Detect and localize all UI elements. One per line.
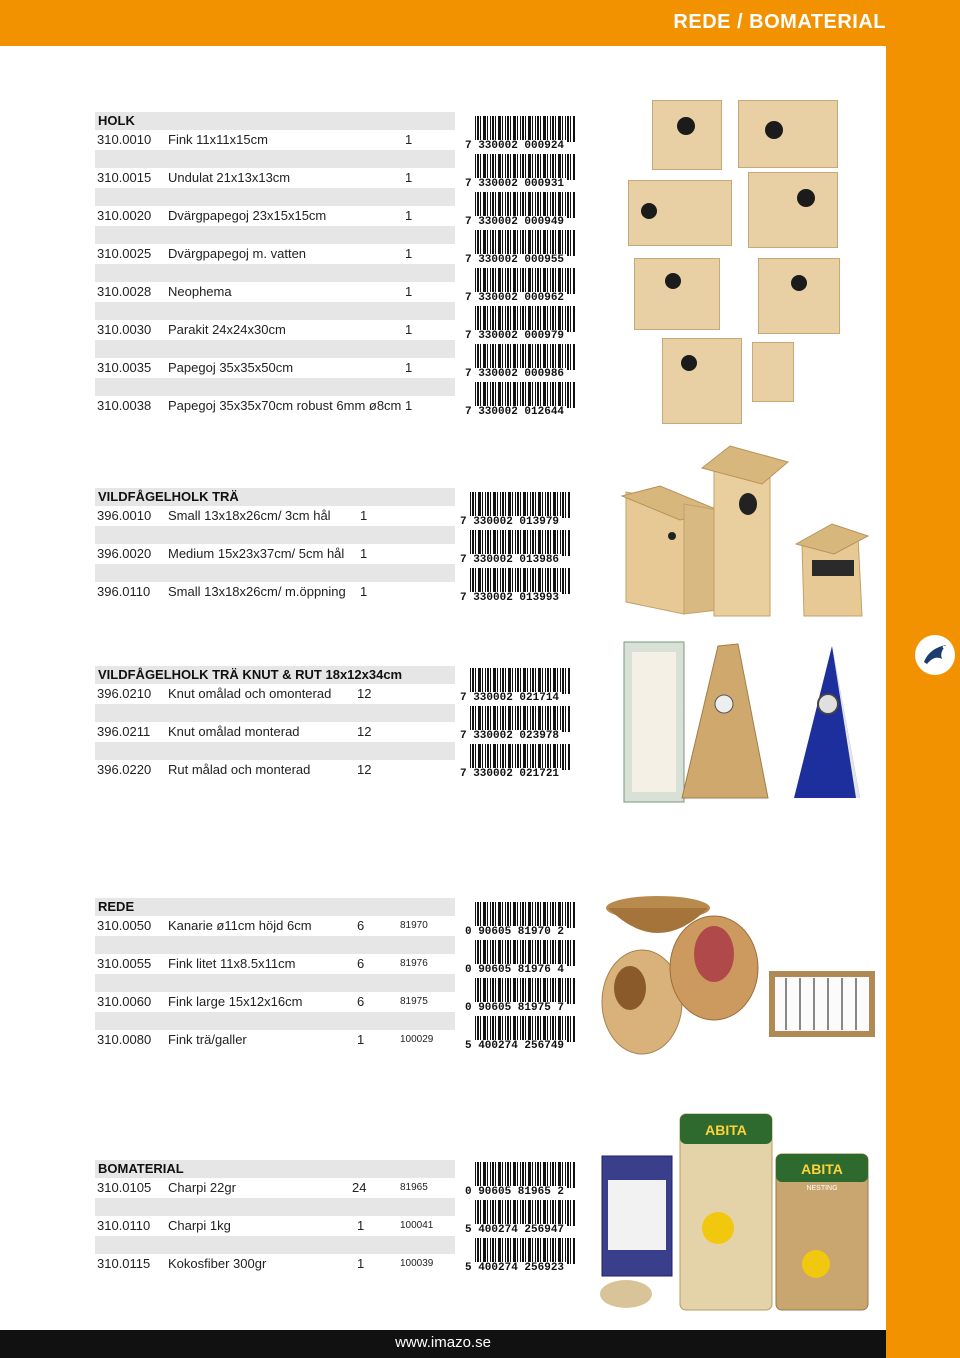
product-code: 396.0110: [97, 584, 151, 599]
section-rede: [95, 898, 455, 1050]
nesting-material-photo: [590, 1108, 875, 1318]
product-qty: 24: [352, 1180, 367, 1195]
table-row: [95, 582, 455, 602]
product-desc: Papegoj 35x35x50cm: [168, 360, 294, 375]
row-divider: [95, 340, 455, 358]
barcode: [465, 940, 587, 976]
entry-hole: [765, 121, 783, 139]
entry-hole: [791, 275, 807, 291]
product-code: 310.0050: [97, 918, 152, 933]
row-divider: [95, 150, 455, 168]
product-desc: Rut målad och monterad: [168, 762, 311, 777]
barcode: [465, 154, 580, 190]
product-desc: Small 13x18x26cm/ m.öppning: [168, 584, 346, 599]
table-row: [95, 992, 455, 1012]
table-row: [95, 206, 455, 226]
article-number: 81975: [400, 996, 428, 1007]
product-qty: 6: [357, 918, 365, 933]
section-title: HOLK: [95, 112, 455, 130]
product-desc: Knut omålad monterad: [168, 724, 300, 739]
table-row: [95, 282, 455, 302]
barcode: [465, 116, 580, 152]
wild-bird-house-photo: [620, 440, 870, 620]
charpi-window: [608, 1180, 666, 1250]
product-qty: 1: [360, 584, 368, 599]
product-desc: Small 13x18x26cm/ 3cm hål: [168, 508, 331, 523]
nest-box-image: [752, 342, 794, 402]
row-divider: [95, 378, 455, 396]
product-desc: Fink trä/galler: [168, 1032, 247, 1047]
barcode-bars: [475, 192, 575, 218]
product-desc: Fink litet 11x8.5x11cm: [168, 956, 296, 971]
entry-hole: [641, 203, 657, 219]
barcode-number: 0 90605 81975 7: [465, 1002, 565, 1014]
row-divider: [95, 974, 455, 992]
barcode-number: 7 330002 021714: [460, 692, 560, 704]
barcode-number: 7 330002 000931: [465, 178, 565, 190]
bird-icon: [915, 635, 955, 675]
row-divider: [95, 1236, 455, 1254]
canary-illustration: [802, 1250, 830, 1278]
product-qty: 1: [405, 246, 413, 261]
barcode: [465, 1016, 587, 1052]
side-strip: [886, 46, 960, 1358]
table-row: [95, 1254, 455, 1274]
row-divider: [95, 302, 455, 320]
nest-box-image: [748, 172, 838, 248]
barcode-number: 7 330002 000986: [465, 368, 565, 380]
section-knut-rut: [95, 666, 455, 780]
row-divider: [95, 264, 455, 282]
section-title: VILDFÅGELHOLK TRÄ: [95, 488, 455, 506]
product-desc: Fink 11x11x15cm: [168, 132, 268, 147]
brand-label: ABITA: [801, 1161, 843, 1177]
barcode-bars: [470, 706, 570, 732]
row-divider: [95, 1198, 455, 1216]
product-desc: Charpi 22gr: [168, 1180, 236, 1195]
knut-box: [682, 644, 768, 798]
nest-box-image: [628, 180, 732, 246]
front-opening: [812, 560, 854, 576]
page-title: REDE / BOMATERIAL: [673, 11, 886, 33]
product-code: 310.0115: [97, 1256, 151, 1271]
brand-label: ABITA: [705, 1122, 747, 1138]
barcode-bars: [475, 116, 575, 142]
barcode-bars: [470, 492, 570, 518]
barcode: [465, 902, 587, 938]
barcode-number: 7 330002 013993: [460, 592, 560, 604]
product-qty: 1: [405, 398, 413, 413]
article-number: 81970: [400, 920, 428, 931]
barcode: [465, 306, 580, 342]
barcode-number: 7 330002 013986: [460, 554, 560, 566]
barcode-bars: [475, 1162, 575, 1188]
product-desc: Parakit 24x24x30cm: [168, 322, 286, 337]
nest-opening: [694, 926, 734, 982]
product-code: 396.0010: [97, 508, 152, 523]
barcode: [460, 668, 575, 704]
barcode-bars: [475, 230, 575, 256]
barcode: [465, 1200, 587, 1236]
barcode-bars: [475, 306, 575, 332]
table-row: [95, 916, 455, 936]
barcode-number: 7 330002 000924: [465, 140, 565, 152]
table-row: [95, 396, 455, 416]
barcode-number: 7 330002 012644: [465, 406, 565, 418]
table-row: [95, 954, 455, 974]
table-row: [95, 358, 455, 378]
row-divider: [95, 526, 455, 544]
section-title: REDE: [95, 898, 455, 916]
product-code: 310.0010: [97, 132, 152, 147]
brand-subtitle: NESTING: [806, 1185, 838, 1192]
product-code: 310.0110: [97, 1218, 151, 1233]
table-row: [95, 1178, 455, 1198]
row-divider: [95, 226, 455, 244]
article-number: 81965: [400, 1182, 428, 1193]
knut-rut-photo: [620, 638, 875, 808]
nest-box-image: [738, 100, 838, 168]
barcode-bars: [475, 382, 575, 408]
entry-hole: [797, 189, 815, 207]
barcode-number: 7 330002 000955: [465, 254, 565, 266]
barcode-number: 5 400274 256947: [465, 1224, 565, 1236]
barcode-bars: [475, 1200, 575, 1226]
product-code: 396.0220: [97, 762, 152, 777]
article-number: 100041: [400, 1220, 434, 1231]
footer-url[interactable]: www.imazo.se: [395, 1334, 491, 1351]
entry-hole: [818, 694, 838, 714]
barcode-number: 7 330002 000962: [465, 292, 565, 304]
barcode-number: 7 330002 013979: [460, 516, 560, 528]
barcode-number: 7 330002 023978: [460, 730, 560, 742]
table-row: [95, 544, 455, 564]
row-divider: [95, 188, 455, 206]
barcode-bars: [470, 744, 570, 770]
barcode: [460, 744, 575, 780]
product-qty: 12: [357, 762, 372, 777]
product-desc: Fink large 15x12x16cm: [168, 994, 303, 1009]
product-qty: 1: [405, 132, 413, 147]
product-desc: Papegoj 35x35x70cm robust 6mm ø8cm: [168, 398, 402, 413]
entry-hole: [739, 493, 757, 515]
product-qty: 1: [405, 170, 413, 185]
barcode-bars: [475, 268, 575, 294]
nest-opening: [614, 966, 646, 1010]
table-row: [95, 168, 455, 188]
product-code: 310.0035: [97, 360, 152, 375]
product-qty: 1: [357, 1032, 365, 1047]
barcode: [465, 1162, 587, 1198]
table-row: [95, 506, 455, 526]
nests-photo: [600, 882, 880, 1062]
product-qty: 1: [360, 508, 368, 523]
section-title: BOMATERIAL: [95, 1160, 455, 1178]
nest-box-image: [758, 258, 840, 334]
rut-box: [794, 646, 860, 798]
section-title: VILDFÅGELHOLK TRÄ KNUT & RUT 18x12x34cm: [95, 666, 455, 684]
coconut-fiber: [600, 1280, 652, 1308]
product-qty: 1: [357, 1218, 365, 1233]
nest-box-image: [662, 338, 742, 424]
barcode-number: 7 330002 000949: [465, 216, 565, 228]
barcode: [465, 192, 580, 228]
table-row: [95, 722, 455, 742]
barcode-number: 5 400274 256749: [465, 1040, 565, 1052]
product-code: 310.0055: [97, 956, 152, 971]
row-divider: [95, 1012, 455, 1030]
row-divider: [95, 564, 455, 582]
barcode: [460, 492, 575, 528]
barcode-number: 7 330002 000979: [465, 330, 565, 342]
barcode-bars: [470, 530, 570, 556]
product-desc: Medium 15x23x37cm/ 5cm hål: [168, 546, 345, 561]
product-code: 310.0080: [97, 1032, 152, 1047]
barcode: [465, 382, 580, 418]
table-row: [95, 130, 455, 150]
barcode-bars: [475, 978, 575, 1004]
article-number: 81976: [400, 958, 428, 969]
section-holk: [95, 112, 455, 416]
product-desc: Kanarie ø11cm höjd 6cm: [168, 918, 312, 933]
product-code: 310.0028: [97, 284, 152, 299]
table-row: [95, 760, 455, 780]
product-code: 310.0038: [97, 398, 152, 413]
nest-box-image: [634, 258, 720, 330]
product-desc: Neophema: [168, 284, 232, 299]
brand-logo: [915, 635, 955, 675]
product-qty: 12: [357, 686, 372, 701]
barcode: [465, 1238, 587, 1274]
barcode-bars: [475, 344, 575, 370]
barcode-number: 5 400274 256923: [465, 1262, 565, 1274]
barcode-bars: [475, 1238, 575, 1264]
entry-hole: [665, 273, 681, 289]
barcode-bars: [470, 668, 570, 694]
entry-hole: [668, 532, 676, 540]
packaging-label: [632, 652, 676, 792]
product-code: 310.0105: [97, 1180, 152, 1195]
barcode: [465, 230, 580, 266]
barcode-bars: [475, 902, 575, 928]
product-qty: 6: [357, 994, 365, 1009]
barcode-number: 7 330002 021721: [460, 768, 560, 780]
tall-box-body: [714, 470, 770, 616]
nest-box-image: [652, 100, 722, 170]
barcode: [460, 530, 575, 566]
product-code: 310.0030: [97, 322, 152, 337]
canary-illustration: [702, 1212, 734, 1244]
product-qty: 1: [360, 546, 368, 561]
barcode-number: 0 90605 81976 4: [465, 964, 565, 976]
product-desc: Dvärgpapegoj 23x15x15cm: [168, 208, 327, 223]
product-desc: Undulat 21x13x13cm: [168, 170, 291, 185]
entry-hole: [681, 355, 697, 371]
barcode-bars: [470, 568, 570, 594]
barcode: [465, 978, 587, 1014]
product-code: 310.0015: [97, 170, 152, 185]
product-desc: Dvärgpapegoj m. vatten: [168, 246, 307, 261]
barcode-bars: [475, 154, 575, 180]
article-number: 100039: [400, 1258, 434, 1269]
product-qty: 6: [357, 956, 365, 971]
barcode-bars: [475, 940, 575, 966]
row-divider: [95, 936, 455, 954]
barcode: [460, 568, 575, 604]
product-qty: 1: [357, 1256, 365, 1271]
section-vildfagelholk: [95, 488, 455, 602]
product-code: 396.0211: [97, 724, 151, 739]
product-code: 396.0020: [97, 546, 152, 561]
entry-hole: [677, 117, 695, 135]
product-desc: Charpi 1kg: [168, 1218, 231, 1233]
table-row: [95, 684, 455, 704]
section-bomaterial: [95, 1160, 455, 1274]
product-qty: 1: [405, 360, 413, 375]
table-row: [95, 1030, 455, 1050]
product-code: 310.0025: [97, 246, 152, 261]
table-row: [95, 244, 455, 264]
product-code: 310.0060: [97, 994, 152, 1009]
product-qty: 1: [405, 322, 413, 337]
product-qty: 1: [405, 284, 413, 299]
table-row: [95, 320, 455, 340]
row-divider: [95, 704, 455, 722]
barcode: [465, 268, 580, 304]
product-code: 396.0210: [97, 686, 152, 701]
product-code: 310.0020: [97, 208, 152, 223]
barcode-bars: [475, 1016, 575, 1042]
product-qty: 12: [357, 724, 372, 739]
barcode-number: 0 90605 81970 2: [465, 926, 565, 938]
entry-hole: [715, 695, 733, 713]
table-row: [95, 1216, 455, 1236]
small-box-side: [684, 504, 718, 614]
row-divider: [95, 742, 455, 760]
barcode: [460, 706, 575, 742]
product-desc: Knut omålad och omonterad: [168, 686, 332, 701]
barcode: [465, 344, 580, 380]
article-number: 100029: [400, 1034, 434, 1045]
product-qty: 1: [405, 208, 413, 223]
product-desc: Kokosfiber 300gr: [168, 1256, 267, 1271]
barcode-number: 0 90605 81965 2: [465, 1186, 565, 1198]
